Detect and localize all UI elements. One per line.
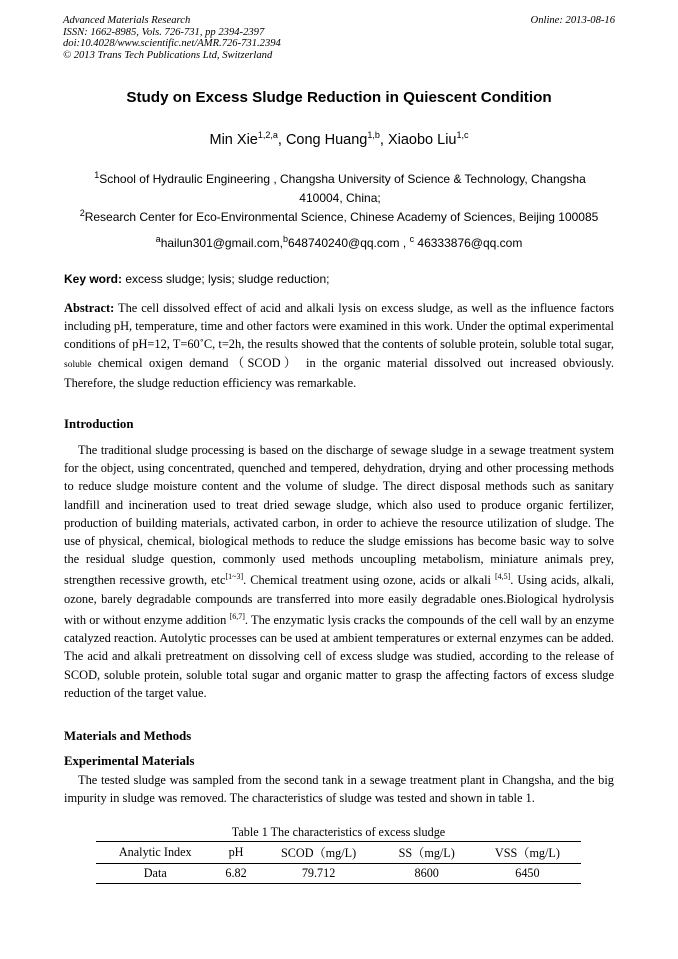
table-cell: 8600	[380, 864, 474, 884]
email-link[interactable]: 46333876@qq.com	[414, 236, 523, 250]
author-affiliation-mark: 1,c	[456, 130, 469, 140]
abstract-label: Abstract:	[64, 301, 115, 315]
table-header-cell: pH	[215, 842, 258, 864]
journal-name: Advanced Materials Research	[63, 15, 191, 26]
paper-title: Study on Excess Sludge Reduction in Quiescent Condition	[126, 89, 552, 106]
keywords-label: Key word:	[64, 272, 123, 286]
introduction-paragraph: The traditional sludge processing is based on the discharge of sewage sludge in a sewage treatment system for the object, using concentrated, quenched and tempered, dehydration, drying and other processing methods to reduce sludge moisture content and the volume of sludge. The direct disposal methods such as sanitary landfill and incineration used to treat dried sewage sludge, which also used to produce organic fertilizer, production of building materials, activated carbon, in order to achieve the resource utilization of sludge. The use of physical, chemical, biological methods to reduce the sludge emissions has become basic way to solve the residual sludge question, commonly used methods uncoupling metabolism, miniature animals prey, strengthen recessive growth, etc[1~3]. Chemical treatment using ozone, acids or alkali [4,5]. Using acids, alkali, ozone, barely degradable compounds are transferred into more easily degradable ones.Biological hydrolysis with or without enzyme addition [6,7]. The enzymatic lysis cracks the compounds of the cell wall by an enzyme catalyzed reaction. Autolytic processes can be used at ambient temperatures or external enzymes can be added. The acid and alkali pretreatment on dissolving cell of excess sludge was studied, according to the release of SCOD, soluble protein, soluble total sugar and organic matter to grasp the affecting factors of excess sludge reduction of the target value.	[64, 443, 614, 700]
author-name: Cong Huang	[285, 131, 368, 148]
email-link[interactable]: hailun301@gmail.com,	[160, 236, 283, 250]
keywords-text: excess sludge; lysis; sludge reduction;	[122, 272, 330, 286]
table-row	[96, 864, 581, 884]
table-cell: 6.82	[215, 864, 258, 884]
table-header-cell: SCOD（mg/L)	[258, 842, 380, 864]
author-affiliation-mark: 1,b	[367, 130, 380, 140]
citation-ref[interactable]: [4,5]	[494, 572, 511, 582]
subsection-heading-experimental-materials: Experimental Materials	[64, 754, 195, 768]
section-heading-introduction: Introduction	[64, 417, 134, 431]
table-cell: Data	[96, 864, 215, 884]
table-caption: Table 1 The characteristics of excess sludge	[231, 825, 446, 839]
affiliation-1: $^1$School of Hydraulic Engineering , Changsha University of Science & Technology, Changsha 410004, China;	[94, 170, 586, 205]
affiliation-2: $^2$Research Center for Eco-Environmental Science, Chinese Academy of Sciences, Beijing 100085	[79, 208, 599, 224]
table-header-row	[96, 842, 581, 864]
table-header-cell: Analytic Index	[96, 842, 215, 864]
doi-line: doi:10.4028/www.scientific.net/AMR.726-731.2394	[63, 38, 281, 50]
section-heading-materials-methods: Materials and Methods	[64, 729, 192, 743]
table-cell: 6450	[474, 864, 581, 884]
table-header-cell: VSS（mg/L)	[474, 842, 581, 864]
author-affiliation-mark: 1,2,a	[257, 130, 278, 140]
issn-line: ISSN: 1662-8985, Vols. 726-731, pp 2394-2397	[63, 26, 265, 38]
citation-ref[interactable]: [6,7]	[229, 611, 245, 621]
email-link[interactable]: 648740240@qq.com ,	[287, 236, 410, 250]
abstract: Abstract: The cell dissolved effect of acid and alkali lysis on excess sludge, as well as the influence factors including pH, temperature, time and other factors were examined in this work. Under the optimal experimental conditions of pH=12, T=60˚C, t=2h, the results showed that the contents of soluble protein, soluble total sugar, soluble chemical oxigen demand（SCOD） in the organic material dissolved out increased obviously. Therefore, the sludge reduction efficiency was remarkable.	[64, 301, 614, 390]
table-header-cell: SS（mg/L)	[380, 842, 474, 864]
sludge-characteristics-table	[96, 841, 581, 884]
online-date: Online: 2013-08-16	[530, 15, 615, 26]
author-name: Xiaobo Liu	[387, 131, 457, 148]
keywords	[64, 272, 329, 286]
table-cell: 79.712	[258, 864, 380, 884]
author-emails: $^a$hailun301@gmail.com,$^b$648740240@qq.com , $^c$ 46333876@qq.com	[155, 234, 523, 250]
author-list: Min Xie$^{1,2,a}$, Cong Huang$^{1,b}$, Xiaobo Liu$^{1,c}$	[209, 130, 469, 148]
journal-header	[63, 15, 281, 61]
citation-ref[interactable]: [1~3]	[225, 572, 244, 582]
methods-paragraph: The tested sludge was sampled from the second tank in a sewage treatment plant in Changsha, and the big impurity in sludge was removed. The characteristics of sludge was tested and shown in table 1.	[64, 773, 614, 806]
author-name: Min Xie	[209, 131, 258, 148]
copyright-line: © 2013 Trans Tech Publications Ltd, Switzerland	[63, 49, 273, 61]
